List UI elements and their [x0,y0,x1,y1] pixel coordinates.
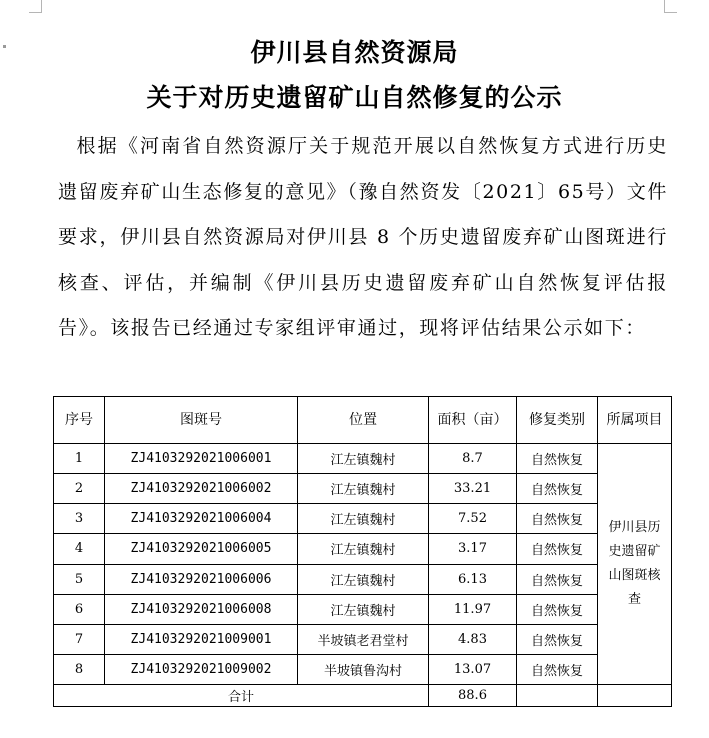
notice-paragraph-text: 根据《河南省自然资源厅关于规范开展以自然恢复方式进行历史遗留废弃矿山生态修复的意见》（豫自然资发〔2021〕65号）文件要求，伊川县自然资源局对伊川县 8 个历史遗留废弃矿山图斑进行核查、评估，并编制《伊川县历史遗留废弃矿山自然恢复评估报告》。该报告已经通过专家组评审通过，现将评估结果公示如下： [58,135,668,339]
row-patch-id: ZJ4103292021009002 [105,654,298,684]
row-index: 6 [54,594,105,624]
row-index: 2 [54,474,105,504]
row-repair-type: 自然恢复 [517,474,598,504]
row-location: 江左镇魏村 [298,534,429,564]
row-location: 江左镇魏村 [298,474,429,504]
table-row [54,594,672,624]
row-location: 江左镇魏村 [298,504,429,534]
table-row [54,534,672,564]
row-repair-type: 自然恢复 [517,534,598,564]
row-area: 13.07 [429,654,517,684]
header-project [598,397,672,444]
project-name: 伊川县历史遗留矿山图斑核查 [608,520,661,608]
row-index: 8 [54,654,105,684]
row-area: 4.83 [429,624,517,654]
row-location: 半坡镇老君堂村 [298,624,429,654]
row-location: 江左镇魏村 [298,564,429,594]
table-row [54,654,672,684]
row-patch-id: ZJ4103292021006001 [105,444,298,474]
title-line-2: 关于对历史遗留矿山自然修复的公示 [146,83,563,112]
row-patch-id: ZJ4103292021009001 [105,624,298,654]
row-location: 江左镇魏村 [298,594,429,624]
row-patch-id: ZJ4103292021006006 [105,564,298,594]
row-location: 江左镇魏村 [298,444,429,474]
page-corner-mark-right [664,0,677,13]
row-repair-type: 自然恢复 [517,654,598,684]
title-line-1: 伊川县自然资源局 [250,38,459,67]
table-total-row [54,684,672,706]
header-location: 位置 [298,397,429,444]
row-patch-id: ZJ4103292021006002 [105,474,298,504]
row-area: 7.52 [429,504,517,534]
row-index: 7 [54,624,105,654]
header-area: 面积（亩） [429,397,517,444]
row-location: 半坡镇鲁沟村 [298,654,429,684]
header-project-label: 所属项目 [606,412,663,429]
row-index: 3 [54,504,105,534]
page-corner-mark-left [29,0,42,13]
row-repair-type: 自然恢复 [517,504,598,534]
row-index: 5 [54,564,105,594]
row-area: 6.13 [429,564,517,594]
header-index: 序号 [54,397,105,444]
header-repair-type: 修复类别 [517,397,598,444]
total-empty-cell [598,684,672,706]
table-row [54,624,672,654]
table-row [54,564,672,594]
row-repair-type: 自然恢复 [517,444,598,474]
results-table [53,396,672,707]
row-index: 4 [54,534,105,564]
table-header-row [54,397,672,444]
table-row [54,444,672,474]
row-repair-type: 自然恢复 [517,564,598,594]
project-cell [598,444,672,685]
row-area: 33.21 [429,474,517,504]
row-repair-type: 自然恢复 [517,624,598,654]
row-area: 8.7 [429,444,517,474]
total-area: 88.6 [429,684,517,706]
row-area: 11.97 [429,594,517,624]
header-patch-id: 图斑号 [105,397,298,444]
table-row [54,474,672,504]
table-row [54,504,672,534]
row-index: 1 [54,444,105,474]
row-patch-id: ZJ4103292021006005 [105,534,298,564]
row-area: 3.17 [429,534,517,564]
row-patch-id: ZJ4103292021006008 [105,594,298,624]
row-repair-type: 自然恢复 [517,594,598,624]
row-patch-id: ZJ4103292021006004 [105,504,298,534]
notice-paragraph [58,124,668,352]
total-label: 合计 [54,684,429,706]
total-empty-cell [517,684,598,706]
